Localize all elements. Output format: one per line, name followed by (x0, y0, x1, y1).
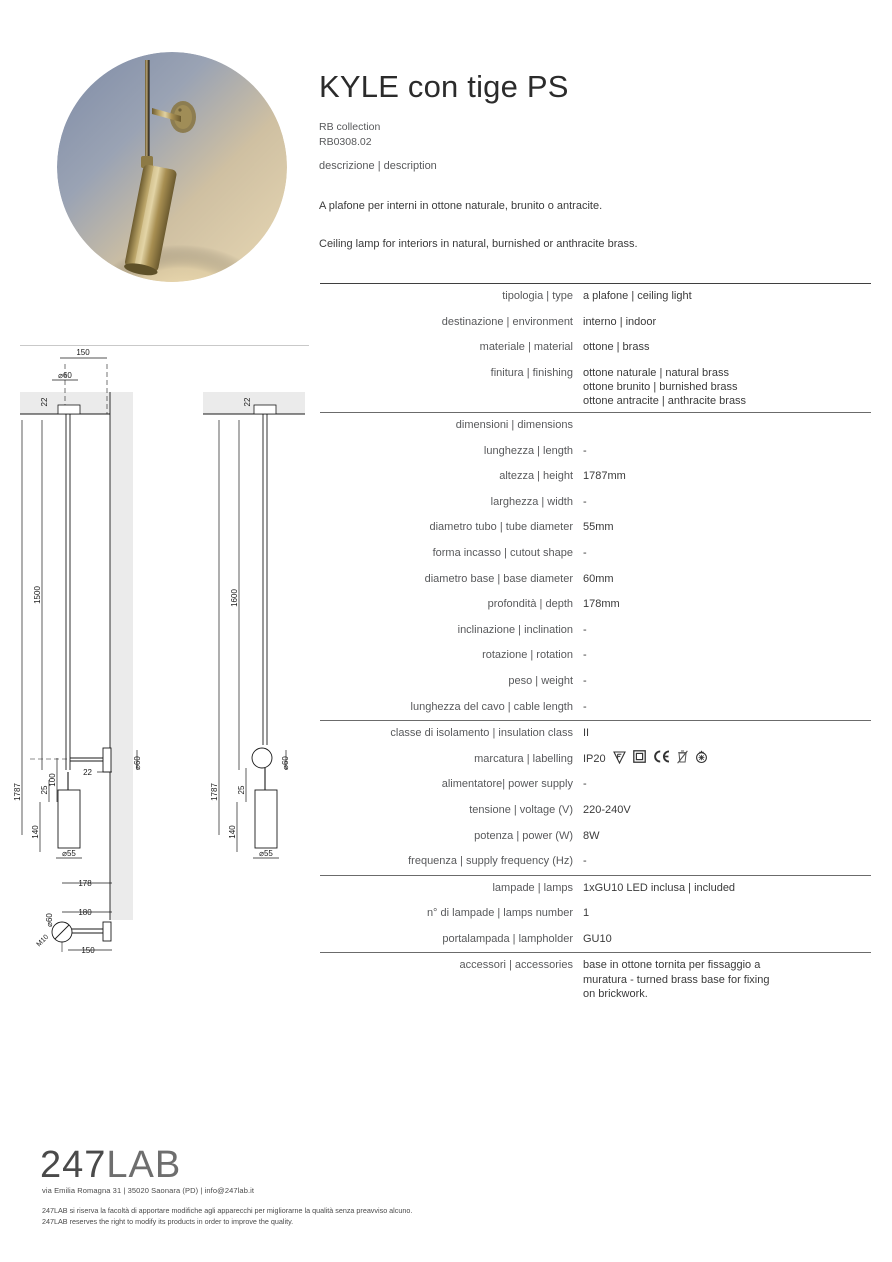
row-label: rotazione | rotation (482, 649, 573, 662)
row-label: dimensioni | dimensions (455, 419, 573, 432)
table-row (320, 772, 871, 798)
page-title: KYLE con tige PS (319, 69, 569, 104)
row-label: tensione | voltage (V) (469, 803, 573, 816)
row-label: forma incasso | cutout shape (432, 546, 573, 559)
table-row (320, 643, 871, 669)
value-line: ottone naturale | natural brass (583, 366, 729, 379)
row-value: - (583, 495, 587, 508)
row-label: marcatura | labelling (474, 752, 573, 765)
row-label: alimentatore| power supply (441, 778, 573, 791)
row-value: a plafone | ceiling light (583, 290, 692, 302)
svg-text:1500: 1500 (33, 586, 42, 604)
svg-text:1787: 1787 (13, 783, 22, 801)
svg-text:25: 25 (40, 785, 49, 795)
table-row (320, 618, 871, 644)
svg-text:⌀55: ⌀55 (259, 849, 273, 858)
row-value: - (583, 778, 587, 791)
row-value: 178mm (583, 598, 620, 611)
company-logo (40, 1146, 181, 1184)
row-value: 55mm (583, 521, 614, 534)
spec-group-accessories (320, 952, 871, 1004)
class-two-double-square-icon (633, 750, 646, 767)
table-row (320, 927, 871, 953)
row-label: accessori | accessories (459, 959, 573, 972)
legal-disclaimer (42, 1206, 412, 1228)
row-value (583, 361, 871, 412)
row-label: lunghezza | length (483, 444, 573, 457)
svg-text:140: 140 (31, 825, 40, 839)
f-mark-triangle-icon (613, 750, 626, 768)
table-row (320, 515, 871, 541)
svg-text:150: 150 (81, 946, 95, 955)
row-label: diametro tubo | tube diameter (429, 521, 573, 534)
description-english: Ceiling lamp for interiors in natural, burnished or anthracite brass. (319, 238, 638, 250)
legal-italian: 247LAB si riserva la facoltà di apportare modifiche agli apparecchi per migliorarne la qualità senza preavviso alcuno. (42, 1206, 413, 1215)
enec-circle-icon (695, 750, 708, 768)
svg-text:22: 22 (83, 768, 92, 777)
table-row (320, 721, 871, 747)
table-row (320, 541, 871, 567)
svg-text:⌀55: ⌀55 (62, 849, 76, 858)
row-label: n° di lampade | lamps number (426, 907, 573, 920)
row-label: materiale | material (479, 341, 573, 354)
svg-text:150: 150 (76, 348, 90, 357)
row-value: - (583, 855, 587, 868)
svg-text:180: 180 (78, 908, 92, 917)
table-row (320, 849, 871, 875)
svg-text:140: 140 (228, 825, 237, 839)
svg-text:⌀60: ⌀60 (45, 913, 54, 927)
logo-lab: LAB (106, 1144, 182, 1186)
table-row (320, 592, 871, 618)
row-value: 60mm (583, 572, 614, 585)
row-label: larghezza | width (490, 495, 573, 508)
row-label: profondità | depth (487, 598, 573, 611)
row-label: finitura | finishing (490, 366, 573, 379)
table-row (320, 669, 871, 695)
value-line: on brickwork. (583, 987, 648, 1000)
table-row (320, 361, 871, 412)
row-value: - (583, 444, 587, 457)
svg-text:1600: 1600 (230, 589, 239, 607)
ip-rating-text: IP20 (583, 752, 606, 765)
svg-text:⌀60: ⌀60 (281, 756, 290, 770)
row-value: - (583, 700, 587, 713)
row-label: peso | weight (508, 674, 573, 687)
description-label: descrizione | description (319, 160, 437, 172)
legal-english: 247LAB reserves the right to modify its products in order to improve the quality. (42, 1216, 294, 1226)
svg-text:1787: 1787 (210, 783, 219, 801)
spec-group-general (320, 283, 871, 412)
collection-name: RB collection (319, 121, 381, 133)
table-row (320, 310, 871, 336)
row-value: 1 (583, 907, 590, 920)
row-value: - (583, 623, 587, 636)
table-row (320, 798, 871, 824)
row-label: frequenza | supply frequency (Hz) (408, 855, 573, 868)
table-row (320, 335, 871, 361)
product-code: RB0308.02 (319, 136, 372, 149)
table-row (320, 901, 871, 927)
row-value: 1xGU10 LED inclusa | included (583, 881, 736, 894)
table-row (320, 464, 871, 490)
table-row (320, 695, 871, 721)
product-photo-image (57, 52, 287, 282)
company-address: via Emilia Romagna 31 | 35020 Saonara (PD) | info@247lab.it (42, 1186, 255, 1195)
row-label: lampade | lamps (492, 881, 573, 894)
table-row (320, 490, 871, 516)
svg-text:178: 178 (78, 879, 92, 888)
table-row (320, 567, 871, 593)
svg-text:100: 100 (48, 773, 57, 787)
row-value: 1787mm (583, 470, 626, 483)
value-line: base in ottone tornita per fissaggio a (583, 959, 761, 972)
product-collection-block (319, 120, 380, 150)
spec-group-lamps (320, 875, 871, 953)
value-line: muratura - turned brass base for fixing (583, 973, 770, 986)
svg-text:22: 22 (40, 397, 49, 407)
table-row-labelling (320, 747, 871, 773)
row-value: GU10 (583, 932, 612, 945)
row-label: inclinazione | inclination (457, 623, 573, 636)
table-row (320, 953, 871, 1004)
product-photo (57, 52, 287, 282)
svg-text:⌀60: ⌀60 (133, 756, 142, 770)
row-label: lunghezza del cavo | cable length (410, 700, 573, 713)
row-value: 8W (583, 829, 600, 842)
row-label: diametro base | base diameter (424, 572, 573, 585)
row-value: II (583, 727, 590, 740)
technical-drawing-svg (0, 340, 320, 960)
row-label: destinazione | environment (441, 315, 573, 328)
svg-text:M10: M10 (35, 933, 51, 949)
technical-drawing (0, 340, 320, 960)
row-value: - (583, 649, 587, 662)
row-label: tipologia | type (502, 290, 573, 302)
spec-group-dimensions (320, 412, 871, 720)
description-italian: A plafone per interni in ottone naturale, brunito o antracite. (319, 200, 603, 212)
specifications-table (320, 283, 871, 1005)
table-row (320, 413, 871, 439)
spec-group-electrical (320, 720, 871, 875)
value-line: ottone brunito | burnished brass (583, 380, 738, 393)
value-line: ottone antracite | anthracite brass (583, 394, 747, 407)
row-value (583, 413, 871, 418)
row-label: portalampada | lampholder (442, 932, 573, 945)
weee-crossed-bin-icon (677, 750, 688, 768)
row-value: 220-240V (583, 803, 631, 816)
table-row (320, 824, 871, 850)
row-label: altezza | height (499, 470, 573, 483)
table-row (320, 876, 871, 902)
row-value: - (583, 546, 587, 559)
row-value: ottone | brass (583, 341, 650, 354)
row-value: - (583, 674, 587, 687)
row-label: classe di isolamento | insulation class (390, 727, 573, 740)
ce-mark-icon (653, 750, 670, 767)
svg-text:⌀60: ⌀60 (58, 371, 72, 380)
svg-text:25: 25 (237, 785, 246, 795)
row-value (583, 953, 871, 1004)
row-label: potenza | power (W) (474, 829, 573, 842)
row-value: interno | indoor (583, 315, 657, 328)
table-row (320, 439, 871, 465)
logo-number: 247 (40, 1144, 107, 1186)
row-value (583, 747, 871, 768)
table-row (320, 284, 871, 310)
svg-text:22: 22 (243, 397, 252, 407)
